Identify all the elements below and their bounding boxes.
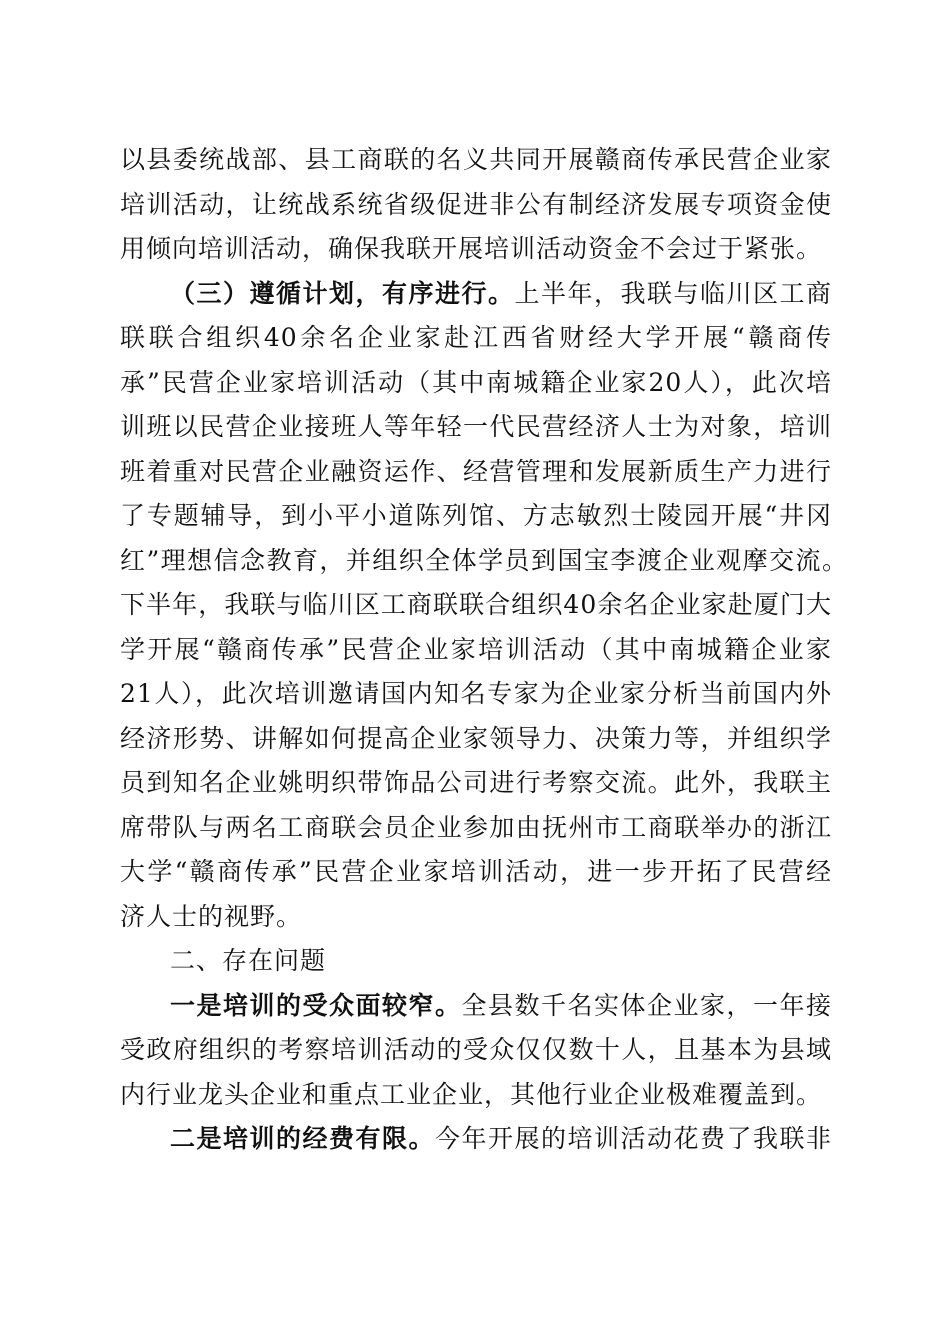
paragraph-first-text: 上半年，我联与临川区工商 (514, 278, 832, 308)
text-line: 了专题辅导，到小平小道陈列馆、方志敏烈士陵园开展“井冈 (120, 501, 832, 530)
text-line: 经济形势、讲解如何提高企业家领导力、决策力等，并组织学 (120, 723, 832, 753)
text-line: 联联合组织40余名企业家赴江西省财经大学开展“赣商传 (120, 323, 832, 352)
text-line: 用倾向培训活动，确保我联开展培训活动资金不会过于紧张。 (120, 234, 823, 263)
text-line: 以县委统战部、县工商联的名义共同开展赣商传承民营企业家 (120, 145, 832, 174)
paragraph-lead-bold: 二是培训的经费有限。 (170, 1124, 435, 1153)
text-line: 班着重对民营企业融资运作、经营管理和发展新质生产力进行 (120, 456, 832, 486)
paragraph-first-line (120, 984, 832, 1029)
text-line: 红”理想信念教育，并组织全体学员到国宝李渡企业观摩交流。 (120, 545, 848, 575)
text-line: 承”民营企业家培训活动（其中南城籍企业家20人），此次培 (120, 367, 832, 397)
text-line: 内行业龙头企业和重点工业企业，其他行业企业极难覆盖到。 (120, 1079, 823, 1109)
text-line: 济人士的视野。 (120, 901, 303, 931)
document-body (120, 138, 848, 1162)
text-line: 培训活动，让统战系统省级促进非公有制经济发展专项资金使 (120, 189, 832, 219)
text-line: 学开展“赣商传承”民营企业家培训活动（其中南城籍企业家 (120, 634, 832, 664)
text-line: 下半年，我联与临川区工商联联合组织40余名企业家赴厦门大 (120, 590, 832, 619)
paragraph-first-text: 今年开展的培训活动花费了我联非 (435, 1124, 832, 1153)
paragraph-lead-bold: 一是培训的受众面较窄。 (170, 990, 462, 1020)
text-line: 受政府组织的考察培训活动的受众仅仅数十人，且基本为县域 (120, 1035, 832, 1064)
paragraph-lead-bold: （三）遵循计划，有序进行。 (170, 278, 515, 308)
paragraph-first-line (120, 1117, 832, 1162)
paragraph-first-line (120, 272, 832, 317)
text-line: 21人），此次培训邀请国内知名专家为企业家分析当前国内外 (120, 679, 832, 708)
text-line: 训班以民营企业接班人等年轻一代民营经济人士为对象，培训 (120, 412, 832, 441)
text-line: 大学“赣商传承”民营企业家培训活动，进一步开拓了民营经 (120, 857, 832, 886)
text-line: 席带队与两名工商联会员企业参加由抚州市工商联举办的浙江 (120, 812, 832, 842)
section-heading: 二、存在问题 (170, 946, 327, 975)
text-line: 员到知名企业姚明织带饰品公司进行考察交流。此外，我联主 (120, 768, 832, 797)
paragraph-first-text: 全县数千名实体企业家，一年接 (461, 990, 832, 1020)
